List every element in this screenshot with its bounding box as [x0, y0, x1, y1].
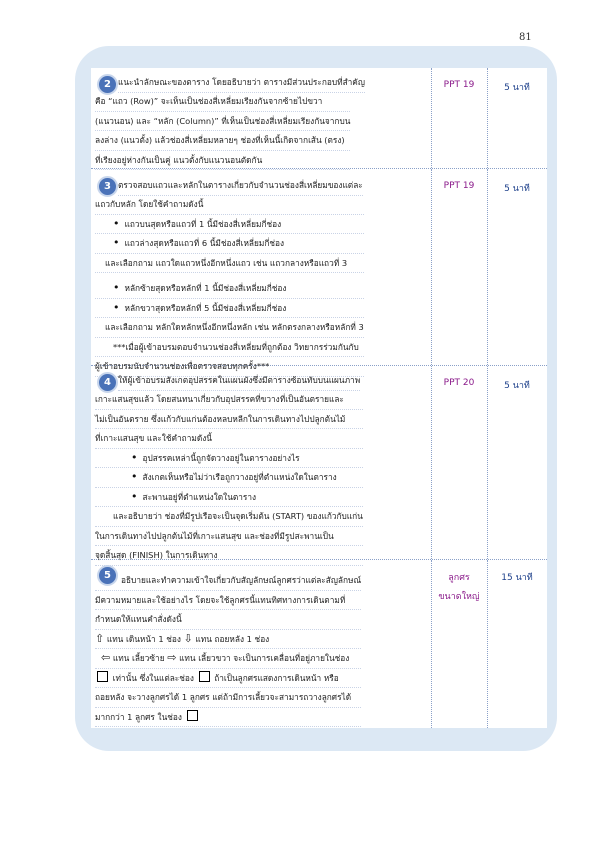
text-line: ที่เกาะแสนสุข และใช้คำถามดังนี้ [95, 429, 363, 449]
text-line: ไม่เป็นอันตราย ซึ่งแก้วกับแก่นต้องหลบหลีกในการเดินทางไปปลูกต้นไม้ [95, 410, 363, 430]
table-row [91, 560, 547, 728]
down-arrow-icon: ⇩ [183, 631, 193, 645]
activity-text [118, 73, 365, 93]
page-number: 81 [519, 32, 532, 43]
media-cell [431, 560, 488, 728]
table-row [91, 68, 547, 169]
time-cell [487, 560, 547, 728]
media-cell [431, 68, 488, 168]
text-segment: แทน ถอยหลัง 1 ช่อง [195, 633, 270, 644]
text-segment: ถ้าเป็นลูกศรแสดงการเดินหน้า หรือ [214, 672, 339, 683]
activity-cell [91, 68, 432, 168]
activity-cell [91, 560, 432, 728]
activity-text [118, 371, 360, 391]
square-line [95, 708, 361, 728]
bullet-item: • สังเกตเห็นหรือไม่ว่าเรือถูกวางอยู่ที่ตำแหน่งใดในตาราง [95, 468, 363, 488]
empty-square-icon [97, 671, 108, 682]
duration-label: 5 นาที [504, 184, 530, 194]
bullet-item: • แถวบนสุดหรือแถวที่ 1 นี้มีช่องสี่เหลี่ยมกี่ช่อง [95, 215, 364, 235]
text-line: ในการเดินทางไปปลูกต้นไม้ที่เกาะแสนสุข และช่องที่มีรูปสะพานเป็น [95, 527, 363, 547]
text-line: แนะนำลักษณะของตาราง โดยอธิบายว่า ตารางมีส่วนประกอบที่สำคัญ [118, 73, 365, 93]
text-line: ตรวจสอบแถวและหลักในตารางเกี่ยวกับจำนวนช่องสี่เหลี่ยมของแต่ละ [118, 176, 363, 196]
text-line: เกาะแสนสุขแล้ว โดยสนทนาเกี่ยวกับอุปสรรคที่ขวางที่เป็นอันตรายและ [95, 390, 363, 410]
text-line: และอธิบายว่า ช่องที่มีรูปเรือจะเป็นจุดเริ่มต้น (START) ของแก้วกับแก่น [95, 507, 363, 527]
text-line: จุดสิ้นสุด (FINISH) ในการเดินทาง [95, 546, 363, 566]
activity-cell [91, 366, 432, 559]
duration-label: 5 นาที [504, 83, 530, 93]
text-segment: แทน เลี้ยวซ้าย [112, 653, 165, 663]
activity-text [95, 195, 364, 377]
activity-text [95, 390, 363, 566]
text-line: ผู้เข้าอบรมนับจำนวนช่องเพื่อตรวจสอบทุกครั้ง*** [95, 357, 364, 377]
media-label: PPT 20 [443, 378, 475, 388]
text-line: กำหนดให้แทนคำสั่งดังนี้ [95, 610, 361, 630]
left-arrow-icon: ⇦ [101, 651, 111, 664]
text-line: ให้ผู้เข้าอบรมสังเกตอุปสรรคในแผนผังซึ่งมีตารางซ้อนทับบนแผนภาพ [118, 371, 360, 391]
empty-square-icon [199, 671, 210, 682]
time-cell [487, 366, 547, 559]
up-arrow-icon: ⇧ [95, 631, 105, 645]
duration-label: 5 นาที [504, 381, 530, 391]
bullet-item: • สะพานอยู่ที่ตำแหน่งใดในตาราง [95, 488, 363, 508]
text-line: (แนวนอน) และ “หลัก (Column)” ที่เห็นเป็นช่องสี่เหลี่ยมเรียงกันจากบน [95, 112, 350, 132]
square-line [95, 669, 361, 689]
step-number-badge: 4 [97, 372, 118, 393]
media-cell [431, 169, 488, 365]
bullet-item: • หลักขวาสุดหรือหลักที่ 5 นี้มีช่องสี่เหลี่ยมกี่ช่อง [95, 299, 364, 319]
media-cell [431, 366, 488, 559]
arrow-line [95, 630, 361, 650]
text-line: ถอยหลัง จะวางลูกศรได้ 1 ลูกศร แต่ถ้ามีการเลี้ยวจะสามารถวางลูกศรได้ [95, 688, 361, 708]
text-segment: มากกว่า 1 ลูกศร ในช่อง [95, 711, 182, 722]
media-label: ขนาดใหญ่ [438, 592, 480, 602]
media-label: PPT 19 [443, 181, 475, 191]
activity-text [95, 571, 361, 727]
table-row [91, 366, 547, 560]
bullet-item: • อุปสรรคเหล่านี้ถูกจัดวางอยู่ในตารางอย่างไร [95, 449, 363, 469]
text-line: มีความหมายและใช้อย่างไร โดยจะใช้ลูกศรนี้แทนทิศทางการเดินตามที่ [95, 591, 361, 611]
activity-cell [91, 169, 432, 371]
duration-label: 15 นาที [501, 573, 533, 583]
step-number-badge: 3 [97, 176, 118, 197]
table-row [91, 169, 547, 371]
text-segment: แทน เดินหน้า 1 ช่อง [106, 633, 181, 644]
media-label: PPT 19 [443, 80, 475, 90]
text-line: ที่เรียงอยู่ห่างกันเป็นคู่ แนวตั้งกับแนวนอนตัดกัน [95, 151, 350, 171]
activity-text [118, 176, 363, 196]
text-line: คือ “แถว (Row)” จะเห็นเป็นช่องสี่เหลี่ยมเรียงกันจากซ้ายไปขวา [95, 92, 350, 112]
lesson-table [91, 68, 547, 728]
empty-square-icon [187, 710, 198, 721]
step-number-badge: 2 [97, 74, 118, 95]
text-line: ลงล่าง (แนวตั้ง) แล้วช่องสี่เหลี่ยมหลายๆ ช่องที่เห็นนี้เกิดจากเส้น (ตรง) [95, 131, 350, 151]
text-line: และเลือกถาม หลักใดหลักหนึ่งอีกหนึ่งหลัก เช่น หลักตรงกลางหรือหลักที่ 3 [95, 318, 364, 338]
right-arrow-icon: ⇨ [167, 651, 177, 664]
text-line: และเลือกถาม แถวใดแถวหนึ่งอีกหนึ่งแถว เช่น แถวกลางหรือแถวที่ 3 [95, 254, 364, 274]
arrow-line [95, 649, 361, 669]
time-cell [487, 68, 547, 168]
text-line: ***เมื่อผู้เข้าอบรมตอบจำนวนช่องสี่เหลี่ยมที่ถูกต้อง วิทยากรร่วมกันกับ [95, 338, 364, 358]
media-label: ลูกศร [448, 573, 470, 583]
bullet-item: • แถวล่างสุดหรือแถวที่ 6 นี้มีช่องสี่เหลี่ยมกี่ช่อง [95, 234, 364, 254]
time-cell [487, 169, 547, 365]
text-segment: แทน เลี้ยวขวา จะเป็นการเคลื่อนที่อยู่ภายในช่อง [179, 653, 350, 663]
text-segment: เท่านั้น ซึ่งในแต่ละช่อง [112, 672, 194, 683]
bullet-item: • หลักซ้ายสุดหรือหลักที่ 1 นี้มีช่องสี่เหลี่ยมกี่ช่อง [95, 279, 364, 299]
step-number-badge: 5 [97, 565, 118, 586]
text-line: แถวกับหลัก โดยใช้คำถามดังนี้ [95, 195, 364, 215]
text-line: อธิบายและทำความเข้าใจเกี่ยวกับสัญลักษณ์ลูกศรว่าแต่ละสัญลักษณ์ [95, 571, 361, 591]
activity-text [95, 92, 350, 170]
